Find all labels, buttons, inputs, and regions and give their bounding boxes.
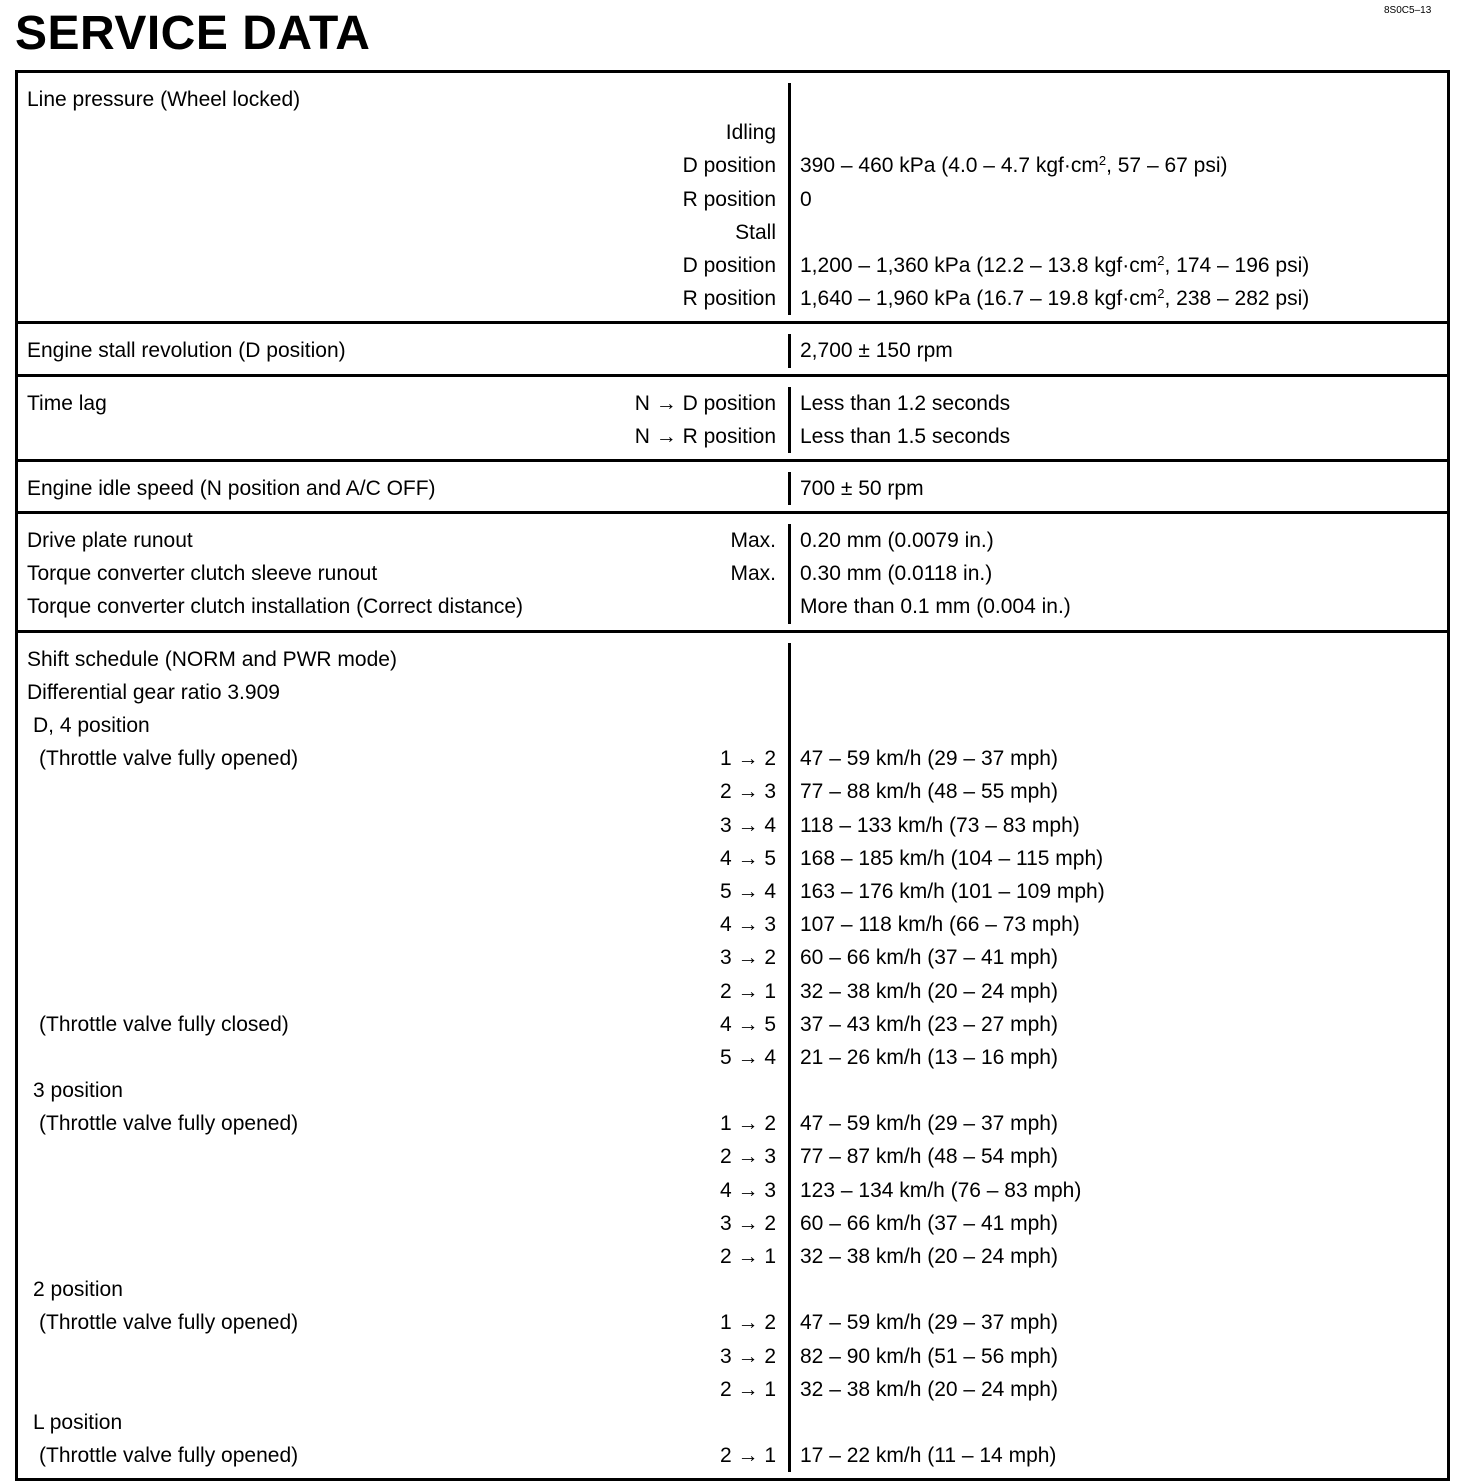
shift-value: 82 – 90 km/h (51 – 56 mph) (800, 1344, 1058, 1368)
shift-label: 3 → 2 (719, 1344, 776, 1368)
shift-label: 5 → 4 (719, 879, 776, 903)
shift-value: 168 – 185 km/h (104 – 115 mph) (800, 846, 1104, 870)
shift-label: 2 → 1 (719, 979, 776, 1003)
shift-value: 32 – 38 km/h (20 – 24 mph) (800, 1377, 1058, 1401)
sleeve-runout-max: Max. (730, 562, 776, 586)
shift-value: 32 – 38 km/h (20 – 24 mph) (800, 979, 1058, 1003)
idle-d-value: 390 – 460 kPa (4.0 – 4.7 $kgf\cdot cm^2$, 57 – 67 psi) (800, 153, 1228, 178)
stall-r-label: R position (682, 287, 776, 311)
idle-r-label: R position (682, 187, 776, 211)
idle-r-value: 0 (800, 187, 812, 211)
shift-value: 163 – 176 km/h (101 – 109 mph) (800, 879, 1105, 903)
stall-revolution-value: 2,700 ± 150 rpm (800, 339, 953, 363)
page-title: SERVICE DATA (15, 7, 371, 60)
stall-r-value: 1,640 – 1,960 kPa (16.7 – 19.8 $kgf\cdot cm^2$, 238 – 282 psi) (800, 286, 1310, 311)
shift-value: 123 – 134 km/h (76 – 83 mph) (800, 1178, 1082, 1202)
p2-opened-label: (Throttle valve fully opened) (39, 1311, 299, 1335)
shift-schedule-section (18, 633, 1447, 1481)
shift-label: 4 → 5 (719, 1012, 776, 1036)
idle-speed-section (18, 462, 1447, 514)
shift-label: 1 → 2 (719, 1311, 776, 1335)
time-lag-nd-label: N → D position (634, 391, 776, 415)
pl-opened-label: (Throttle valve fully opened) (39, 1444, 299, 1468)
time-lag-label: Time lag (27, 391, 107, 415)
time-lag-nr-value: Less than 1.5 seconds (800, 424, 1011, 448)
d4-position-label: D, 4 position (33, 714, 150, 737)
installation-label: Torque converter clutch installation (Correct distance) (27, 595, 524, 619)
shift-value: 118 – 133 km/h (73 – 83 mph) (800, 813, 1080, 837)
idling-label: Idling (725, 121, 776, 145)
d4-opened-label: (Throttle valve fully opened) (39, 747, 299, 771)
shift-value: 77 – 88 km/h (48 – 55 mph) (800, 780, 1058, 804)
p2-position-label: 2 position (33, 1278, 123, 1302)
time-lag-section (18, 377, 1447, 462)
shift-label: 3 → 4 (719, 813, 776, 837)
shift-value: 32 – 38 km/h (20 – 24 mph) (800, 1245, 1058, 1268)
shift-value: 21 – 26 km/h (13 – 16 mph) (800, 1045, 1058, 1069)
installation-value: More than 0.1 mm (0.004 in.) (800, 595, 1071, 619)
drive-plate-value: 0.20 mm (0.0079 in.) (800, 529, 994, 553)
diff-ratio: Differential gear ratio 3.909 (27, 680, 280, 704)
idle-speed-label: Engine idle speed (N position and A/C OFF) (27, 476, 436, 500)
shift-label: 3 → 2 (719, 946, 776, 970)
shift-value: 17 – 22 km/h (11 – 14 mph) (800, 1444, 1057, 1468)
shift-schedule-heading: Shift schedule (NORM and PWR mode) (27, 647, 397, 671)
shift-value: 77 – 87 km/h (48 – 54 mph) (800, 1145, 1058, 1169)
shift-label: 5 → 4 (719, 1045, 776, 1069)
idle-speed-value: 700 ± 50 rpm (800, 476, 924, 500)
shift-label: 2 → 1 (719, 1377, 776, 1401)
runout-section (18, 514, 1447, 633)
document-code: 8S0C5–13 (1384, 5, 1432, 16)
sleeve-runout-label: Torque converter clutch sleeve runout (27, 562, 378, 586)
shift-label: 4 → 5 (719, 846, 776, 870)
drive-plate-label: Drive plate runout (27, 529, 193, 553)
shift-value: 47 – 59 km/h (29 – 37 mph) (800, 747, 1058, 771)
p3-position-label: 3 position (33, 1079, 123, 1103)
stall-revolution-label: Engine stall revolution (D position) (27, 339, 346, 363)
shift-label: 2 → 3 (719, 1145, 776, 1169)
time-lag-nr-label: N → R position (634, 424, 776, 448)
shift-label: 1 → 2 (719, 1112, 776, 1136)
shift-label: 2 → 3 (719, 780, 776, 804)
stall-d-label: D position (682, 253, 776, 277)
shift-value: 47 – 59 km/h (29 – 37 mph) (800, 1112, 1058, 1136)
service-data-table (15, 70, 1450, 1481)
shift-label: 1 → 2 (719, 747, 776, 771)
shift-value: 107 – 118 km/h (66 – 73 mph) (800, 913, 1080, 937)
shift-label: 2 → 1 (719, 1444, 776, 1468)
stall-d-value: 1,200 – 1,360 kPa (12.2 – 13.8 $kgf\cdot cm^2$, 174 – 196 psi) (800, 252, 1310, 277)
shift-value: 37 – 43 km/h (23 – 27 mph) (800, 1012, 1058, 1036)
drive-plate-max: Max. (730, 529, 776, 553)
shift-label: 3 → 2 (719, 1211, 776, 1235)
shift-label: 2 → 1 (719, 1245, 776, 1268)
pl-position-label: L position (33, 1410, 123, 1434)
line-pressure-heading: Line pressure (Wheel locked) (27, 88, 301, 111)
shift-value: 60 – 66 km/h (37 – 41 mph) (800, 946, 1058, 970)
p3-opened-label: (Throttle valve fully opened) (39, 1112, 299, 1136)
shift-value: 47 – 59 km/h (29 – 37 mph) (800, 1311, 1058, 1335)
idle-d-label: D position (682, 154, 776, 178)
line-pressure-section (18, 73, 1447, 324)
d4-closed-label: (Throttle valve fully closed) (39, 1012, 289, 1036)
time-lag-nd-value: Less than 1.2 seconds (800, 391, 1011, 415)
sleeve-runout-value: 0.30 mm (0.0118 in.) (800, 562, 993, 586)
stall-revolution-section (18, 324, 1447, 376)
stall-label: Stall (735, 220, 776, 244)
shift-label: 4 → 3 (719, 913, 776, 937)
shift-label: 4 → 3 (719, 1178, 776, 1202)
shift-value: 60 – 66 km/h (37 – 41 mph) (800, 1211, 1058, 1235)
